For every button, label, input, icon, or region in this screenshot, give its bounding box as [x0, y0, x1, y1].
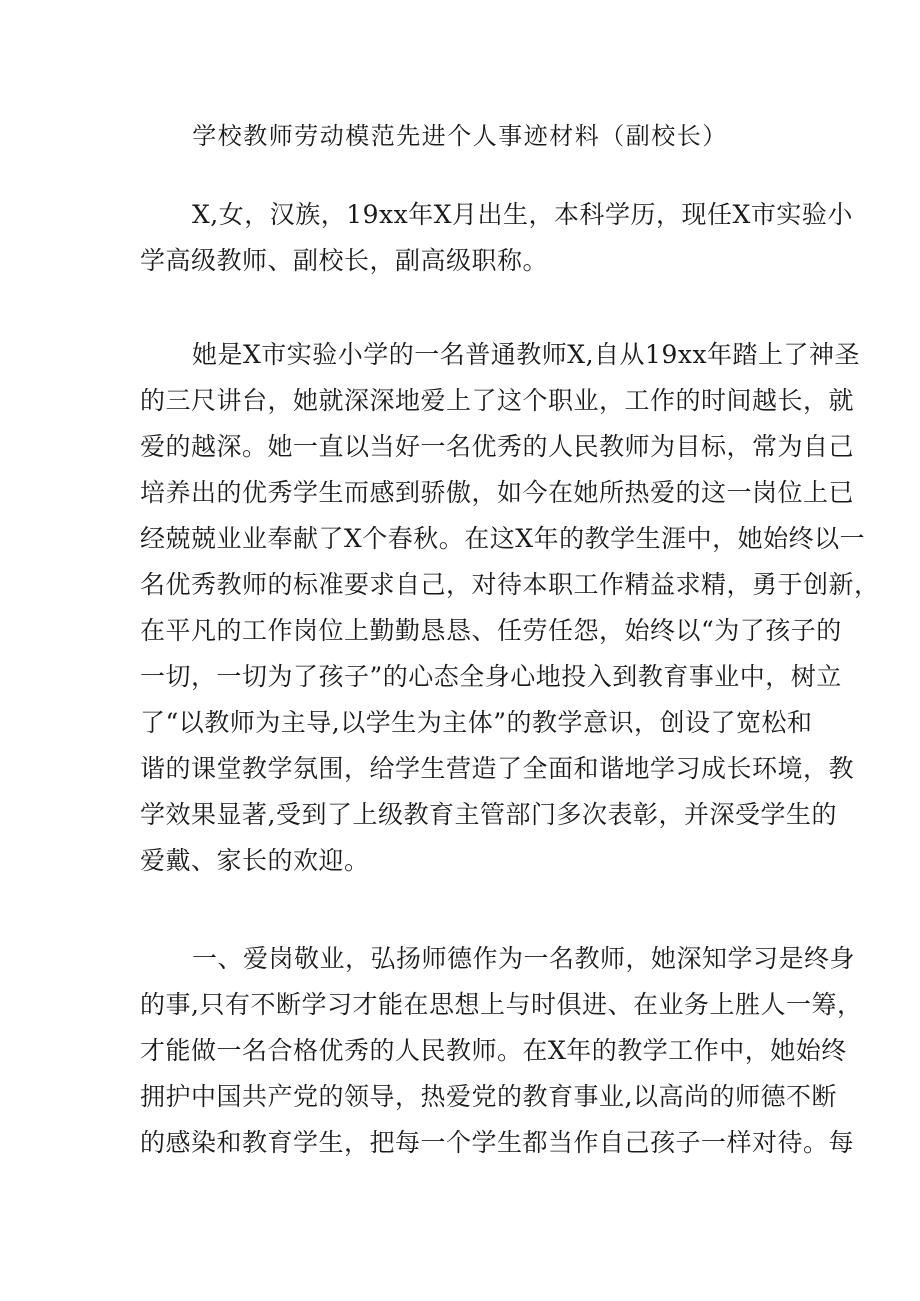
paragraph-intro — [140, 192, 853, 284]
text-line: 拥护中国共产党的领导，热爱党的教育事业,以高尚的师德不断 — [140, 1082, 837, 1111]
text-line: 了“以教师为主导,以学生为主体”的教学意识，创设了宽松和 — [140, 708, 813, 737]
text-line: 的感染和教育学生，把每一个学生都当作自己孩子一样对待。每 — [140, 1128, 855, 1157]
paragraph-section-one — [140, 936, 863, 1166]
text-line: 在平凡的工作岗位上勤勤恳恳、任劳任怨，始终以“为了孩子的 — [140, 616, 842, 645]
document-title: 学校教师劳动模范先进个人事迹材料（副校长） — [192, 122, 728, 150]
text-line: 的事,只有不断学习才能在思想上与时俱进、在业务上胜人一筹， — [140, 990, 863, 1019]
text-line: 名优秀教师的标准要求自己，对待本职工作精益求精，勇于创新， — [140, 570, 880, 599]
text-line: 爱的越深。她一直以当好一名优秀的人民教师为目标，常为自己 — [140, 432, 855, 461]
text-line: 培养出的优秀学生而感到骄傲，如今在她所热爱的这一岗位上已 — [140, 478, 855, 507]
text-line: 她是X市实验小学的一名普通教师X,自从19xx年踏上了神圣 — [192, 340, 861, 369]
text-line: 谐的课堂教学氛围，给学生营造了全面和谐地学习成长环境，教 — [140, 754, 855, 783]
text-line: 学效果显著,受到了上级教育主管部门多次表彰，并深受学生的 — [140, 800, 837, 829]
text-line: 学高级教师、副校长，副高级职称。 — [140, 246, 549, 275]
text-line: 经兢兢业业奉献了X个春秋。在这X年的教学生涯中，她始终以一 — [140, 524, 866, 553]
text-line: 才能做一名合格优秀的人民教师。在X年的教学工作中，她始终 — [140, 1036, 847, 1065]
text-line: 一、爱岗敬业，弘扬师德作为一名教师，她深知学习是终身 — [192, 944, 856, 973]
paragraph-profile — [140, 332, 880, 884]
text-line: 一切，一切为了孩子”的心态全身心地投入到教育事业中，树立 — [140, 662, 842, 691]
text-line: X,女，汉族，19xx年X月出生，本科学历，现任X市实验小 — [192, 200, 853, 229]
text-line: 爱戴、家长的欢迎。 — [140, 846, 370, 875]
text-line: 的三尺讲台，她就深深地爱上了这个职业，工作的时间越长，就 — [140, 386, 855, 415]
